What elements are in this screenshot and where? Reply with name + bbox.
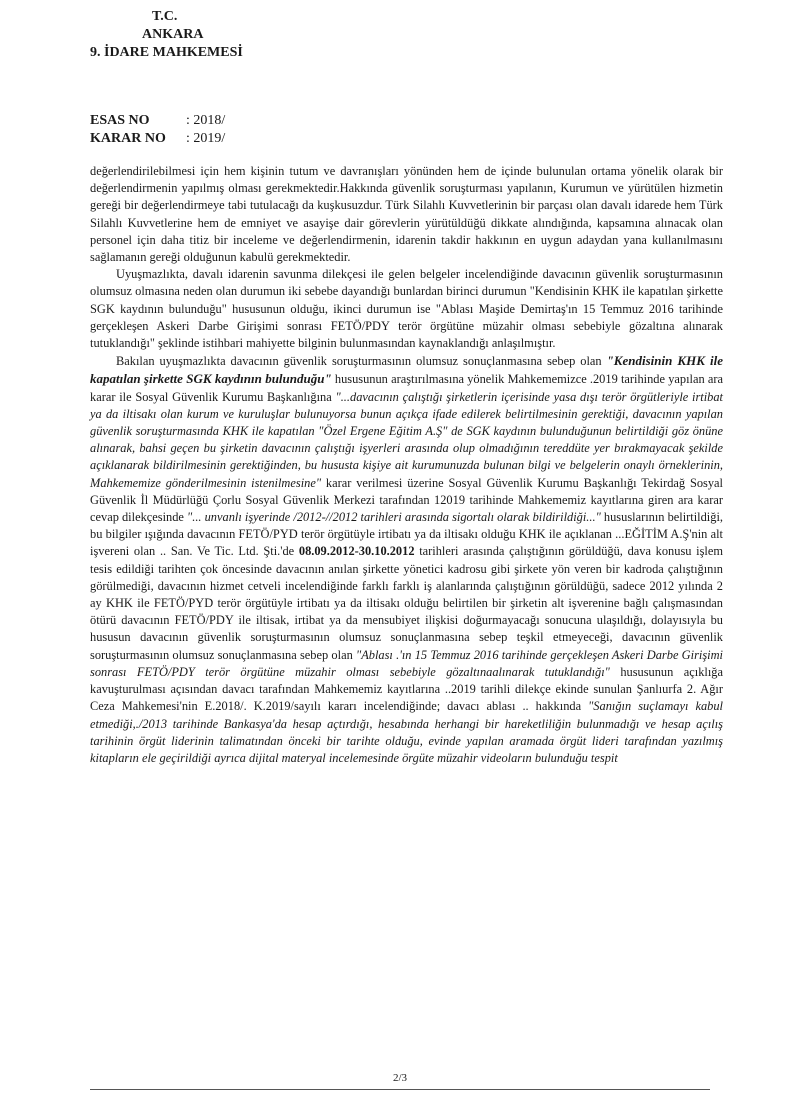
- karar-label: KARAR NO: [90, 131, 166, 146]
- paragraph-3: [90, 352, 723, 767]
- karar-value: : 2019/: [186, 131, 226, 146]
- p3-text-c: hususunun araştırılmasına yönelik Mahkememizce .2019 tarihinde yapılan ara karar ile Sosyal Güvenlik Kurumu Başkanlığına: [90, 372, 723, 404]
- p3-quote-employer: "... unvanlı işyerinde /2012-//2012 tarihleri arasında sigortalı olarak bildirildiği...": [187, 510, 601, 525]
- esas-row: [90, 112, 225, 130]
- p3-quote-khk: "Kendisinin KHK ile kapatılan şirkette SGK kaydının bulunduğu": [90, 353, 723, 387]
- court-header: [90, 8, 310, 62]
- p3-text-a: Bakılan uyuşmazlıkta davacının güvenlik soruşturmasının olumsuz sonuçlanmasına sebep olan: [116, 354, 607, 369]
- esas-value: : 2018/: [186, 113, 226, 128]
- header-city: ANKARA: [142, 27, 204, 42]
- paragraph-1: değerlendirilebilmesi için hem kişinin tutum ve davranışları yönünden hem de içinde bulunulan ortama yönelik olarak bir değerlendirmenin yapılmış olması gerekmektedir.Hakkında güvenlik soruşturması yapılanın, Kurumun ve yürütülen hizmetin gereği bir değerlendirmeye tabi tutulacağı da kuşkusuzdur. Türk Silahlı Kuvvetlerinin bir parçası olan davalı idarede hem Türk Silahlı Kuvvetlerine hem de emniyet ve asayişe dair görevlerin yürütüldüğü dikkate alındığında, kapsamına alınacak olan personel için daha titiz bir inceleme ve değerlendirmenin, idarenin takdir hakkının en uygun adaydan yana kullanılmasını sağlamanın gereği olduğunun kabulü gerekmektedir.: [90, 164, 723, 265]
- p3-text-g: hususlarının belirtildiği, bu bilgiler ışığında davacının FETÖ/PYD terör örgütüyle irtibatı ya da iltisakı olduğu KHK ile açıklanan ...EĞİTİM A.Ş'nin alt işvereni olan .. San. Ve Tic. Ltd. Şti.'de: [90, 510, 723, 559]
- esas-label: ESAS NO: [90, 113, 150, 128]
- karar-row: [90, 130, 225, 148]
- paragraph-2: Uyuşmazlıkta, davalı idarenin savunma dilekçesi ile gelen belgeler incelendiğinde davacının güvenlik soruşturmasının olumsuz olmasına neden olan durumun iki sebebe dayandığı bunlardan birinci durumun "Kendisinin KHK ile kapatılan şirkette SGK kaydının bulunduğu" hususunun olduğu, ikinci durumun ise "Ablası Maşide Demirtaş'ın 15 Temmuz 2016 tarihinde gerçekleşen Askeri Darbe Girişimi sonrası FETÖ/PDY terör örgütüne müzahir olması sebebiyle gözaltına alınarak tutuklandığı" şeklinde istihbari mahiyette bilginin bulunmasından kaynaklandığı anlaşılmıştır.: [90, 267, 723, 351]
- p3-text-e: karar verilmesi üzerine Sosyal Güvenlik Kurumu Başkanlığı Tekirdağ Sosyal Güvenlik İl Müdürlüğü Çorlu Sosyal Güvenlik Merkezi tarafından 12019 tarihinde Mahkememiz kayıtlarına giren ara karar cevap dilekçesinde: [90, 475, 724, 525]
- p3-text-k: hususunun açıklığa kavuşturulması açısından davacı tarafından Mahkememiz kayıtlarına ..2019 tarihli dilekçe ekinde sunulan Şanlıurfa 2. Ağır Ceza Mahkemesi'nin E.2018/. K.2019/sayılı kararı incelendiğinde; davacı ablası .. hakkında: [90, 664, 723, 714]
- page-number: 2/3: [392, 1072, 408, 1084]
- header-court-name: 9. İDARE MAHKEMESİ: [90, 45, 243, 60]
- p3-date-range: 08.09.2012-30.10.2012: [298, 544, 415, 559]
- case-info: [90, 112, 225, 148]
- footer-divider: [90, 1089, 710, 1090]
- p3-quote-sister: "Ablası .'ın 15 Temmuz 2016 tarihinde gerçekleşen Askeri Darbe Girişimi sonrası FETÖ/PDY terör örgütüne müzahir olması sebebiyle gözaltınaalınarak tutuklandığı": [90, 647, 723, 679]
- p3-quote-sgk-request: "...davacının çalıştığı şirketlerin içerisinde yasa dışı terör örgütleriyle irtibat ya da iltisakı olan kurum ve kuruluşlar bulunuyorsa bunun açıkça ifade edilerek belirtilmesinin gerektiği, davacının yapılan güvenlik soruşturmasında KHK ile kapatılan "Özel Ergene Eğitim A.Ş" de SGK kaydının bulunduğunun belirtildiği göz önüne alınarak, bahsi geçen bu şirketin davacının çalıştığı işyerleri arasında olup olmadığının tereddüte yer bırakmayacak şekilde açıklanarak bildirilmesinin gerektiğinden, bu hususta kişiye ait kurumunuzda bulunan bilgi ve belgelerin onaylı örneklerinin, Mahkememize gönderilmesinin istenilmesine": [90, 389, 723, 490]
- document-body: [90, 163, 723, 767]
- header-tc: T.C.: [152, 9, 178, 24]
- p3-text-i: tarihleri arasında çalıştığının görüldüğü, dava konusu işlem tesis edildiği tarihten çok öncesinde davacının anılan şirkette yönetici kadrosu gibi şirkete yön veren bir kadroda çalıştığının görülmediği, davacının hizmet cetveli incelendiğinde farklı farklı iş alanlarında çalıştığının görüldüğü, sadece 2012 yılında 2 ay KHK ile FETÖ/PYD terör örgütüyle irtibatı ya da iltisakı olduğu belirtilen bir şirketin alt işverenine bağlı çalışmasından ötürü davacının FETÖ/PDY ile iltisak, irtibat ya da mensubiyet ilişkisi doğurmayacağı sonucuna ulaşıldığı, dolayısıyla bu hususun davacının güvenlik soruşturmasının olumsuz sonuçlanmasına sebep teşkil etmeyeceği, davacının güvenlik soruşturmasının olumsuz sonuçlanmasına sebep olan: [90, 544, 723, 662]
- p3-quote-court: "Sanığın suçlamayı kabul etmediği,./2013 tarihinde Bankasya'da hesap açtırdığı, hesabında herhangi bir hareketliliğin bulunmadığı ve hesap açılış tarihinin örgüt liderinin talimatından önceki bir tarihte olduğu, evinde yapılan aramada örgüt lideri tarafından yazılmış kitapların ele geçirildiği ayrıca dijital materyal incelemesinde örgüte müzahir videoların bulunduğu tespit: [90, 699, 723, 765]
